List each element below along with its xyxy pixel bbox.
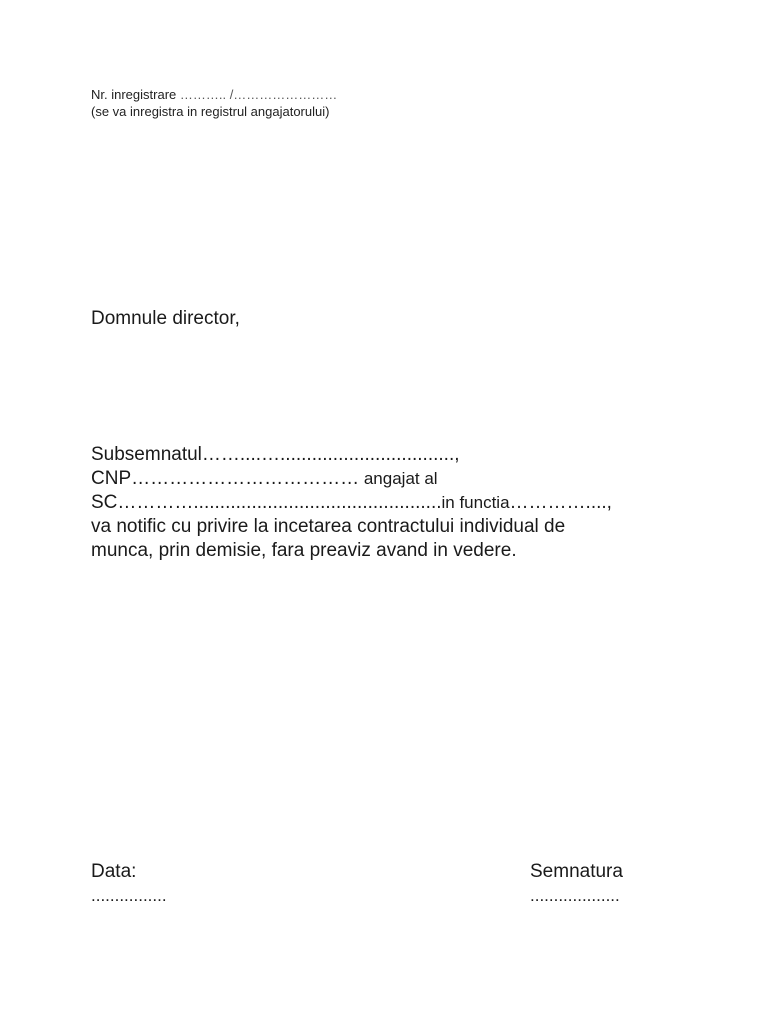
registration-note: (se va inregistra in registrul angajatorului): [91, 104, 330, 119]
registration-block: [91, 86, 337, 120]
position-label: in functia: [441, 493, 510, 512]
signature-label: Semnatura: [530, 861, 623, 882]
body-line-resignation: munca, prin demisie, fara preaviz avand in vedere.: [91, 540, 517, 561]
registration-label: Nr. inregistrare: [91, 87, 177, 102]
body-line-company: [91, 491, 691, 515]
registration-number-placeholder: ……….. /……………………: [176, 87, 338, 102]
subsemnatul-label: Subsemnatul: [91, 444, 202, 465]
date-label: Data:: [91, 861, 137, 882]
name-placeholder: ……....….................................,: [201, 444, 460, 465]
date-block: [91, 860, 167, 908]
body-line-name: [91, 443, 691, 467]
position-placeholder: …………....,: [509, 492, 612, 513]
cnp-field: CNP………………………………: [91, 468, 360, 489]
registration-number-line: [91, 86, 337, 103]
body-line-notice: va notific cu privire la incetarea contractului individual de: [91, 516, 566, 537]
date-placeholder: ................: [91, 886, 167, 905]
signature-block: [530, 860, 623, 908]
body-line-cnp: [91, 467, 691, 491]
company-field: SC…………...............................................: [91, 492, 442, 513]
letter-body: [91, 443, 691, 563]
salutation: Domnule director,: [91, 308, 240, 329]
signature-placeholder: ...................: [530, 886, 620, 905]
employed-at-label: angajat al: [359, 469, 438, 488]
